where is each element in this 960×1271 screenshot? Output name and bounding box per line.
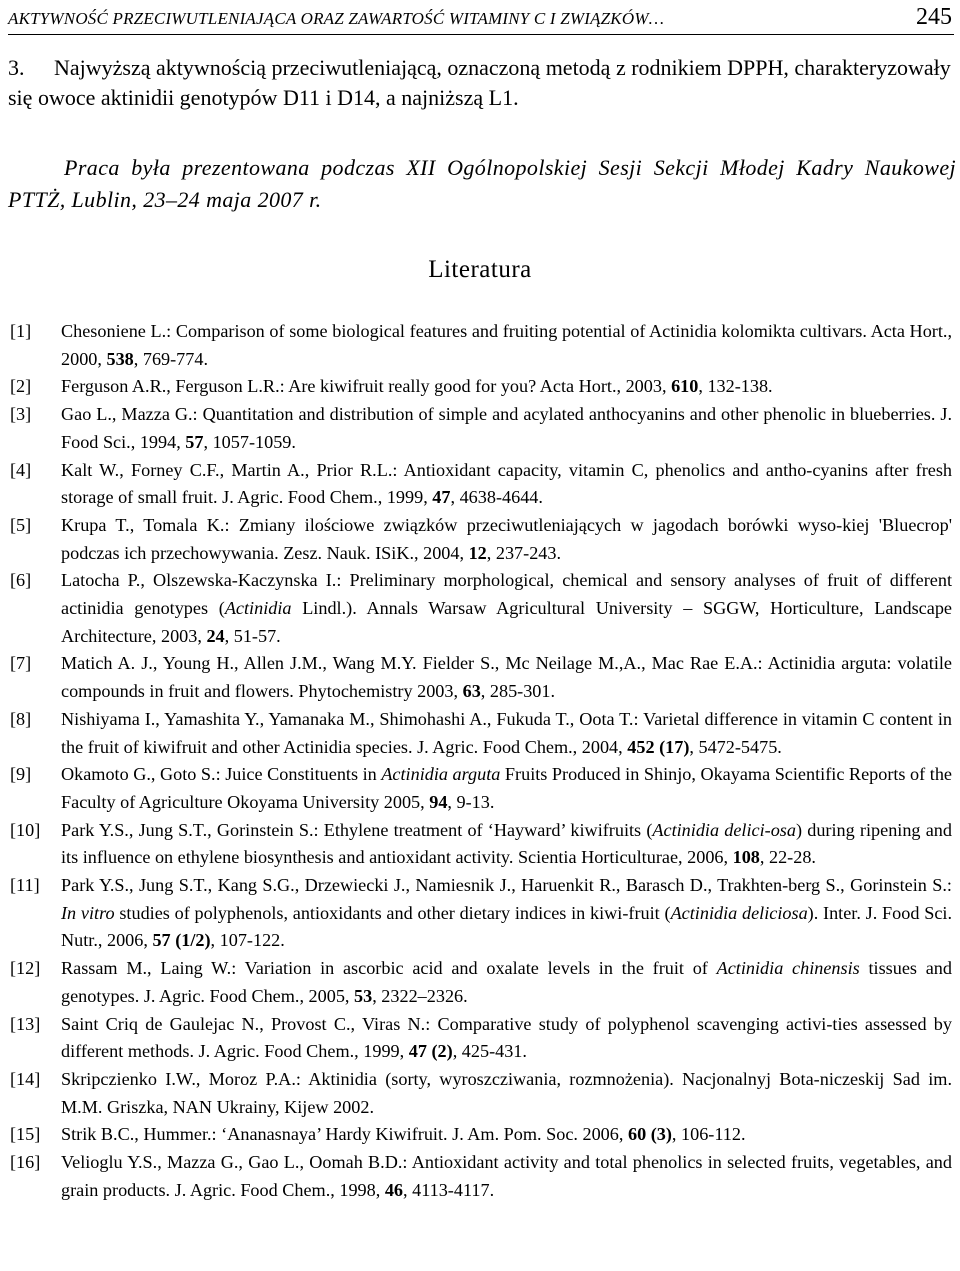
- reference-text: , 107-122.: [210, 930, 285, 951]
- reference-number: [12]: [10, 958, 41, 979]
- reference-item: [10, 761, 952, 816]
- reference-text: 60 (3): [627, 1124, 672, 1145]
- reference-item: [10, 373, 952, 401]
- reference-text: Rassam M., Laing W.: Variation in ascorbic acid and oxalate levels in the fruit of: [61, 958, 717, 979]
- reference-item: [10, 955, 952, 1010]
- reference-text: 53: [354, 985, 373, 1006]
- reference-text: 538: [106, 348, 134, 369]
- reference-text: 47: [432, 487, 451, 508]
- reference-text: Actinidia deliciosa: [670, 902, 808, 923]
- reference-text: 24: [206, 625, 225, 646]
- conclusion-item: [8, 53, 953, 113]
- reference-text: 610: [671, 376, 699, 397]
- reference-number: [2]: [10, 376, 32, 397]
- reference-number: [3]: [10, 404, 32, 425]
- reference-text: Actinidia arguta: [381, 764, 501, 785]
- reference-text: Gao L., Mazza G.: Quantitation and distribution of simple and acylated anthocyanins and other phenolic in blueberries. J. Food Sci., 1994,: [61, 404, 952, 452]
- reference-text: In vitro: [61, 902, 115, 923]
- reference-text: 47 (2): [408, 1041, 453, 1062]
- reference-text: Velioglu Y.S., Mazza G., Gao L., Oomah B.D.: Antioxidant activity and total phenolics in selected fruits, vegetables, and grain products. J. Agric. Food Chem., 1998,: [61, 1152, 952, 1200]
- reference-number: [15]: [10, 1124, 41, 1145]
- reference-text: , 132-138.: [698, 376, 773, 397]
- reference-number: [6]: [10, 570, 32, 591]
- reference-text: Park Y.S., Jung S.T., Gorinstein S.: Ethylene treatment of ‘Hayward’ kiwifruits (: [61, 819, 653, 840]
- reference-item: [10, 706, 952, 761]
- reference-text: 94: [429, 791, 448, 812]
- reference-number: [13]: [10, 1013, 41, 1034]
- reference-text: Saint Criq de Gaulejac N., Provost C., Viras N.: Comparative study of polyphenol scavenging activi-ties assessed by different methods. J. Agric. Food Chem., 1999,: [61, 1013, 952, 1062]
- reference-text: Okamoto G., Goto S.: Juice Constituents in: [61, 764, 382, 785]
- reference-text: , 285-301.: [480, 681, 556, 702]
- conclusion-text: Najwyższą aktywnością przeciwutleniającą, oznaczoną metodą z rodnikiem DPPH, charakteryzowały się owoce aktinidii genotypów D11 i D14, a najniższą L1.: [8, 55, 951, 110]
- reference-text: Latocha P., Olszewska-Kaczynska I.: Preliminary morphological, chemical and sensory analyses of fruit of different actinidia genotypes (: [61, 570, 952, 619]
- reference-text: Chesoniene L.: Comparison of some biological features and fruiting potential of Actinidia kolomikta cultivars. Acta Hort., 2000,: [61, 321, 952, 369]
- reference-text: , 4113-4117.: [403, 1179, 495, 1200]
- reference-text: , 51-57.: [224, 625, 281, 646]
- reference-number: [8]: [10, 708, 32, 729]
- reference-text: , 425-431.: [452, 1041, 527, 1062]
- reference-text: Fruits Produced in Shinjo, Okayama Scientific Reports of the Faculty of Agriculture Okoyama University 2005,: [61, 764, 952, 812]
- reference-number: [7]: [10, 653, 32, 674]
- reference-number: [14]: [10, 1068, 41, 1089]
- running-title: AKTYWNOŚĆ PRZECIWUTLENIAJĄCA ORAZ ZAWARTOŚĆ WITAMINY C I ZWIĄZKÓW…: [8, 9, 665, 28]
- reference-text: 108: [732, 847, 760, 868]
- reference-text: ). Inter. J. Food Sci. Nutr., 2006,: [61, 902, 953, 951]
- reference-text: , 1057-1059.: [203, 431, 296, 452]
- reference-number: [16]: [10, 1152, 41, 1173]
- reference-item: [10, 318, 952, 373]
- reference-text: Lindl.). Annals Warsaw Agricultural University – SGGW, Horticulture, Landscape Architecture, 2003,: [61, 598, 952, 646]
- reference-number: [1]: [10, 321, 32, 341]
- reference-text: Matich A. J., Young H., Allen J.M., Wang M.Y. Fielder S., Mc Neilage M.,A., Mac Rae E.A.: Actinidia arguta: volatile compounds in fruit and flowers. Phytochemistry 2003,: [61, 653, 952, 702]
- literature-heading: Literatura: [428, 256, 532, 283]
- reference-number: [5]: [10, 514, 32, 535]
- reference-text: Skripczienko I.W., Moroz P.A.: Aktinidia (sorty, wyroszcziwania, rozmnożenia). Nacjonalnyj Bota-niczeskij Sad im. M.M. Griszka, NAN Ukrainy, Kijew 2002.: [61, 1068, 952, 1117]
- reference-item: [10, 1011, 952, 1066]
- reference-number: [9]: [10, 764, 32, 785]
- reference-text: 57 (1/2): [152, 930, 211, 951]
- presentation-note: Praca była prezentowana podczas XII Ogólnopolskiej Sesji Sekcji Młodej Kadry Naukowej PTTŻ, Lublin, 23–24 maja 2007 r.: [8, 155, 956, 212]
- reference-item: [10, 512, 952, 567]
- reference-text: , 5472-5475.: [689, 736, 782, 757]
- reference-item: [10, 872, 952, 955]
- reference-text: Kalt W., Forney C.F., Martin A., Prior R.L.: Antioxidant capacity, vitamin C, phenolics and antho-cyanins after fresh storage of small fruit. J. Agric. Food Chem., 1999,: [61, 459, 952, 508]
- reference-number: [10]: [10, 819, 41, 840]
- reference-item: [10, 567, 952, 650]
- reference-number: [4]: [10, 459, 32, 480]
- reference-text: Strik B.C., Hummer.: ‘Ananasnaya’ Hardy Kiwifruit. J. Am. Pom. Soc. 2006,: [61, 1124, 628, 1145]
- reference-text: ) during ripening and its influence on ethylene biosynthesis and antioxidant activity. Scientia Horticulturae, 2006,: [61, 819, 952, 868]
- reference-text: , 769-774.: [133, 348, 209, 369]
- reference-text: Park Y.S., Jung S.T., Kang S.G., Drzewiecki J., Namiesnik J., Haruenkit R., Barasch D., Trakhten-berg S., Gorinstein S.:: [61, 875, 952, 896]
- page-header: [8, 4, 954, 35]
- page-number: 245: [916, 4, 952, 30]
- reference-text: 452 (17): [627, 736, 690, 757]
- reference-text: , 106-112.: [671, 1124, 746, 1145]
- reference-text: 46: [384, 1179, 404, 1200]
- reference-number: [11]: [10, 875, 40, 896]
- reference-item: [10, 457, 952, 512]
- reference-item: [10, 817, 952, 872]
- reference-item: [10, 1149, 952, 1204]
- reference-item: [10, 401, 952, 456]
- reference-text: Krupa T., Tomala K.: Zmiany ilościowe związków przeciwutleniających w jagodach borówki wyso-kiej 'Bluecrop' podczas ich przechowywania. Zesz. Nauk. ISiK., 2004,: [61, 514, 952, 563]
- reference-text: , 9-13.: [447, 791, 495, 812]
- reference-text: tissues and genotypes. J. Agric. Food Chem., 2005,: [61, 958, 952, 1006]
- reference-text: studies of polyphenols, antioxidants and other dietary indices in kiwi-fruit (: [114, 902, 671, 923]
- reference-text: Nishiyama I., Yamashita Y., Yamanaka M., Shimohashi A., Fukuda T., Oota T.: Varietal difference in vitamin C content in the fruit of kiwifruit and other Actinidia species. J. Agric. Food Chem., 2004,: [61, 708, 952, 757]
- reference-text: , 237-243.: [486, 542, 562, 563]
- reference-text: Actinidia delici-osa: [652, 819, 796, 840]
- reference-text: , 22-28.: [759, 847, 816, 868]
- reference-item: [10, 1066, 952, 1121]
- reference-text: Actinidia chinensis: [716, 958, 860, 979]
- reference-text: 57: [185, 431, 204, 452]
- reference-text: Actinidia: [224, 598, 292, 619]
- conclusion-number: 3.: [8, 55, 25, 80]
- reference-text: , 2322–2326.: [372, 985, 468, 1006]
- reference-text: , 4638-4644.: [450, 487, 543, 508]
- reference-text: 12: [468, 542, 487, 563]
- reference-item: [10, 650, 952, 705]
- reference-text: Ferguson A.R., Ferguson L.R.: Are kiwifruit really good for you? Acta Hort., 2003,: [61, 376, 672, 397]
- reference-list: [10, 318, 952, 1205]
- reference-item: [10, 1121, 952, 1149]
- reference-text: 63: [462, 681, 481, 702]
